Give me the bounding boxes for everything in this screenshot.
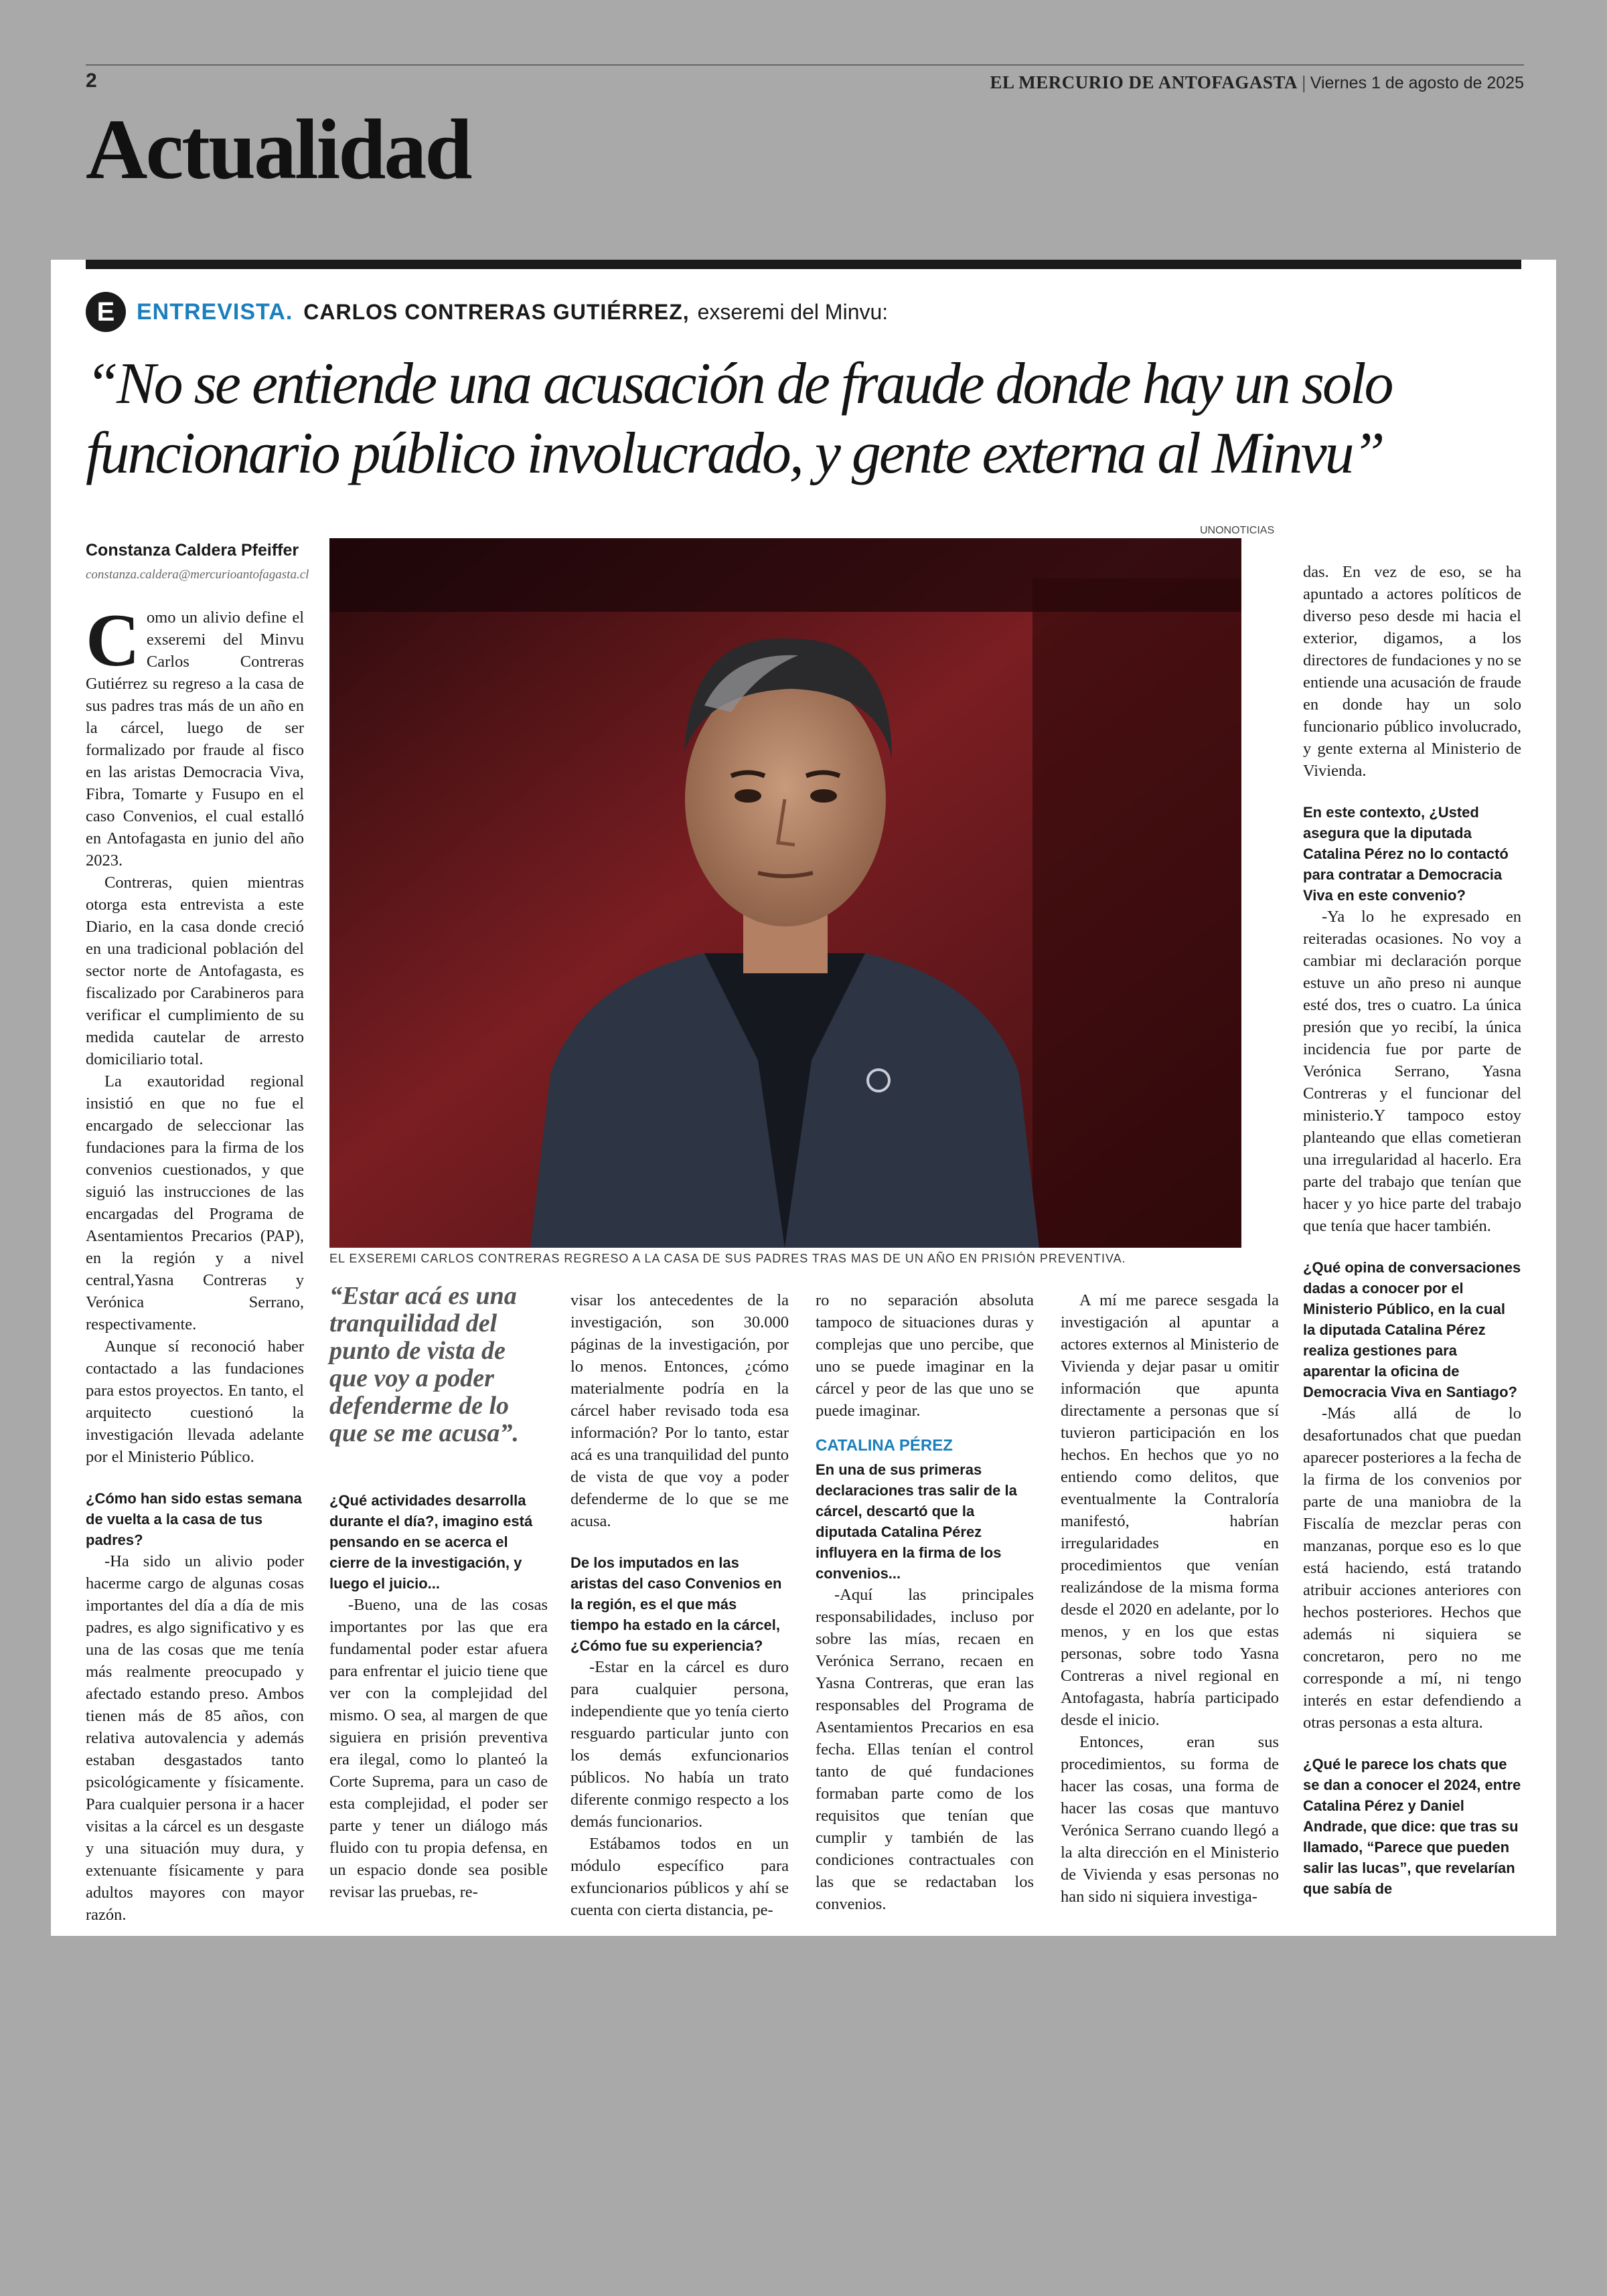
interview-question: En una de sus primeras declaraciones tras salir de la cárcel, descartó que la diputada Catalina Pérez influyera en la firma de los convenios... xyxy=(816,1461,1017,1582)
body-paragraph: Entonces, eran sus procedimientos, su forma de hacer las cosas, una forma de hacer las cosas que mantuvo Verónica Serrano cuando llegó a la alta dirección en el Ministerio de Vivienda y esas personas no han sido ni siquiera investiga- xyxy=(1061,1733,1279,1906)
column-1 xyxy=(86,599,304,1926)
page-number: 2 xyxy=(86,70,97,92)
interview-question: De los imputados en las aristas del caso Convenios en la región, es el que más tiempo ha estado en la cárcel, ¿Cómo fue su experiencia? xyxy=(570,1554,782,1654)
header-rule xyxy=(86,64,1524,66)
interview-question: ¿Qué opina de conversaciones dadas a conocer por el Ministerio Público, en la cual la diputada Catalina Pérez realiza gestiones para aparentar la oficina de Democracia Viva en Santiago? xyxy=(1303,1259,1521,1400)
portrait-illustration xyxy=(329,538,1241,1248)
body-paragraph: -Ya lo he expresado en reiteradas ocasiones. No voy a cambiar mi declaración porque estuve un año preso ni aunque esté dos, tres o cuatro. La única presión que yo recibí, la única incidencia fue por parte de Verónica Serrano, Yasna Contreras y el funcionar del ministerio.Y tampoco estoy planteando que ellas cometieran una irregularidad al hacerlo. Era parte del trabajo que tenían que hacer y yo hice parte del trabajo que tenía que hacer también. xyxy=(1303,908,1521,1235)
section-title: Actualidad xyxy=(86,102,471,197)
photo-credit: UNONOTICIAS xyxy=(1200,525,1275,536)
column-3 xyxy=(570,1289,789,1921)
article-kicker xyxy=(86,291,888,333)
publication-name: EL MERCURIO DE ANTOFAGASTA xyxy=(990,72,1298,92)
kicker-label: ENTREVISTA. xyxy=(137,299,293,325)
photo-caption: EL EXSEREMI CARLOS CONTRERAS REGRESO A LA CASA DE SUS PADRES TRAS MAS DE UN AÑO EN PRISIÓN PREVENTIVA. xyxy=(329,1252,1126,1265)
body-paragraph: Contreras, quien mientras otorga esta entrevista a este Diario, en la casa donde creció en una tradicional población del sector norte de Antofagasta, es fiscalizado por Carabineros para verificar el cumplimiento de su medida cautelar de arresto domiciliario total. xyxy=(86,874,304,1068)
headline-line-1: “No se entiende una acusación de fraude donde hay un solo xyxy=(86,351,1392,416)
kicker-name: CARLOS CONTRERAS GUTIÉRREZ, xyxy=(303,299,690,324)
interview-badge: E xyxy=(86,292,126,332)
body-paragraph: ro no separación absoluta tampoco de situaciones duras y complejas que uno percibe, que uno se puede imaginar en la cárcel y peor de las que uno se puede imaginar. xyxy=(816,1291,1034,1420)
portrait-photo xyxy=(329,538,1241,1248)
lead-paragraph xyxy=(86,599,304,872)
drop-cap: C xyxy=(86,599,140,682)
body-paragraph: -Bueno, una de las cosas importantes por las que era fundamental poder estar afuera para enfrentar el juicio tiene que ver con la complejidad del mismo. O sea, al margen de que siguiera en prisión preventiva era ilegal, como lo planteó la Corte Suprema, para un caso de esta complejidad, el poder ser parte y tener un diálogo más fluido con tu propia defensa, en un espacio donde sea posible revisar las pruebas, re- xyxy=(329,1596,548,1901)
pull-quote: “Estar acá es una tranquilidad del punto de vista de que voy a poder defenderme de lo que se me acusa”. xyxy=(329,1282,519,1447)
column-2 xyxy=(329,1490,548,1903)
author-email: constanza.caldera@mercurioantofagasta.cl xyxy=(86,568,309,582)
body-paragraph: Estábamos todos en un módulo específico para exfuncionarios públicos y ahí se cuenta con cierta distancia, pe- xyxy=(570,1835,789,1919)
body-paragraph: Aunque sí reconoció haber contactado a las fundaciones para estos proyectos. En tanto, el arquitecto cuestionó la investigación llevada adelante por el Ministerio Público. xyxy=(86,1337,304,1466)
body-paragraph: -Más allá de lo desafortunados chat que puedan aparecer posteriores a la fecha de la firma de los convenios por parte de una maniobra de la Fiscalía de mezclar peras con manzanas, porque eso es lo que está haciendo, está tratando atribuir acciones anteriores con hechos posteriores. Hechos que además ni siquiera se concretaron, pero no me corresponde a mí, ni tengo interés en estar defendiendo a otras personas a esta altura. xyxy=(1303,1404,1521,1732)
publication-date: Viernes 1 de agosto de 2025 xyxy=(1310,74,1524,92)
body-paragraph: -Estar en la cárcel es duro para cualquier persona, independiente que yo tenía cierto resguardo particular junto con los demás exfuncionarios públicos. No había un trato diferente conmigo respecto a los demás funcionarios. xyxy=(570,1658,789,1831)
lead-text: omo un alivio define el exseremi del Minvu Carlos Contreras Gutiérrez su regreso a la casa de sus padres tras más de un año en la cárcel, luego de ser formalizado por fraude al fisco en las aristas Democracia Viva, Fibra, Tomarte y Fusupo en el caso Convenios, el cual estalló en Antofagasta en junio del año 2023. xyxy=(86,608,304,870)
section-subhead: CATALINA PÉREZ xyxy=(816,1437,953,1455)
body-paragraph: visar los antecedentes de la investigación, son 30.000 páginas de la investigación, por lo menos. Entonces, ¿cómo materialmente podría en la cárcel haber revisado toda esa información? Por lo tanto, estar acá es una tranquilidad del punto de vista de que voy a poder defenderme de lo que se me acusa. xyxy=(570,1291,789,1530)
column-4 xyxy=(816,1289,1034,1915)
author-byline: Constanza Caldera Pfeiffer xyxy=(86,541,299,560)
column-6 xyxy=(1303,561,1521,1899)
headline-line-2: funcionario público involucrado, y gente externa al Minvu” xyxy=(86,421,1383,486)
interview-question: En este contexto, ¿Usted asegura que la diputada Catalina Pérez no lo contactó para contratar a Democracia Viva en este convenio? xyxy=(1303,804,1509,904)
interview-question: ¿Qué le parece los chats que se dan a conocer el 2024, entre Catalina Pérez y Daniel Andrade, que dice: que tras su llamado, “Parece que pueden salir las lucas”, que revelarían que sabía de xyxy=(1303,1756,1521,1897)
article-top-rule xyxy=(86,260,1521,269)
column-5 xyxy=(1061,1289,1279,1908)
article-panel xyxy=(51,260,1556,1936)
interview-question: ¿Cómo han sido estas semana de vuelta a la casa de tus padres? xyxy=(86,1490,302,1548)
masthead xyxy=(990,72,1524,93)
interview-question: ¿Qué actividades desarrolla durante el día?, imagino está pensando en se acerca el cierre de la investigación, y luego el juicio... xyxy=(329,1492,533,1592)
article-headline xyxy=(86,349,1532,489)
body-paragraph: das. En vez de eso, se ha apuntado a actores políticos de diverso peso desde mi hacia el exterior, digamos, a los directores de fundaciones y no se entiende una acusación de fraude en donde hay un solo funcionario público involucrado, y gente externa al Ministerio de Vivienda. xyxy=(1303,563,1521,780)
masthead-separator: | xyxy=(1302,72,1310,92)
body-paragraph: -Aquí las principales responsabilidades, incluso por sobre las mías, recaen en Verónica Serrano, recaen en Yasna Contreras, que eran las responsables del Programa de Asentamientos Precarios en esa fecha. Ellas tenían el control tanto de qué fundaciones formaban parte como de los requisitos que tenían que cumplir y también de las condiciones contractuales con las que se redactaban los convenios. xyxy=(816,1586,1034,1913)
body-paragraph: La exautoridad regional insistió en que no fue el encargado de seleccionar las fundaciones para la firma de los convenios cuestionados, y que siguió las instrucciones de las encargadas del Programa de Asentamientos Precarios (PAP), en la región y a nivel central,Yasna Contreras y Verónica Serrano, respectivamente. xyxy=(86,1072,304,1333)
body-paragraph: -Ha sido un alivio poder hacerme cargo de algunas cosas importantes del día a día de mis padres, es algo significativo y es una de las cosas que me tenía más realmente preocupado y afectado estando preso. Ambos tienen más de 85 años, con relativa autovalencia y además estaban desgastados tanto psicológicamente y físicamente. Para cualquier persona ir a hacer visitas a la cárcel es un desgaste y una situación muy dura, y extenuante físicamente y para adultos mayores con mayor razón. xyxy=(86,1552,304,1924)
kicker-role: exseremi del Minvu: xyxy=(697,299,889,324)
body-paragraph: A mí me parece sesgada la investigación al apuntar a actores externos al Ministerio de Vivienda y dejar pasar u omitir información que apunta directamente a personas que sí tuvieron participación en los hechos. En hechos que yo no entiendo como delitos, que eventualmente la Contraloría manifestó, habrían irregularidades en procedimientos que venían realizándose de la misma forma desde el 2020 en adelante, por lo menos, y en los que estas personas, sobre todo Yasna Contreras a nivel regional en Antofagasta, habría participado desde el inicio. xyxy=(1061,1291,1279,1729)
